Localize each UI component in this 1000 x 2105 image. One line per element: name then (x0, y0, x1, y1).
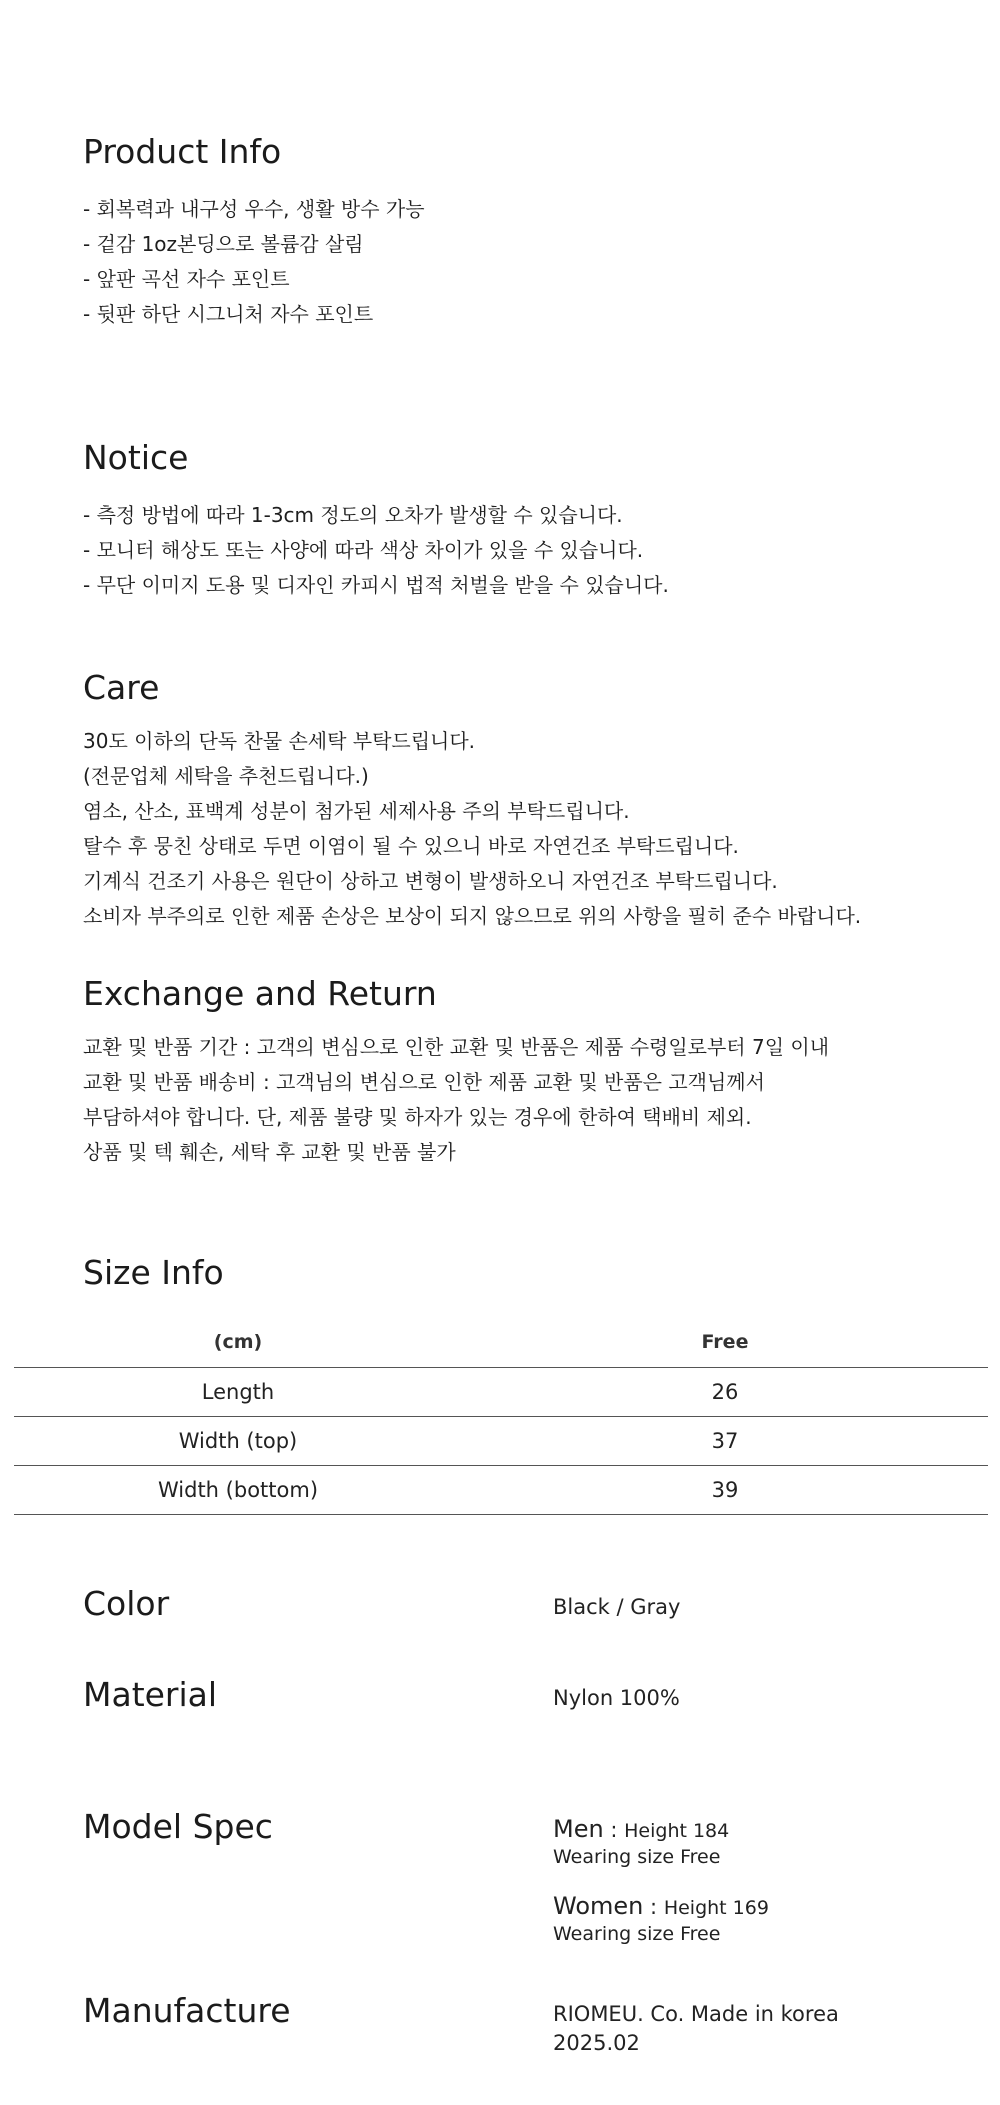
manufacture-line-2: 2025.02 (553, 2031, 640, 2055)
product-info-list (83, 192, 425, 332)
list-item: 30도 이하의 단독 찬물 손세탁 부탁드립니다. (83, 729, 476, 753)
exchange-list (83, 1030, 829, 1170)
list-item: 염소, 산소, 표백계 성분이 첨가된 세제사용 주의 부탁드립니다. (83, 799, 630, 823)
list-item: - 측정 방법에 따라 1-3cm 정도의 오차가 발생할 수 있습니다. (83, 503, 623, 527)
women-height: Height 169 (663, 1897, 769, 1919)
list-item: (전문업체 세탁을 추천드립니다.) (83, 764, 369, 788)
list-item: - 모니터 해상도 또는 사양에 따라 색상 차이가 있을 수 있습니다. (83, 538, 644, 562)
row-value: 39 (462, 1465, 988, 1514)
model-spec-label: Model Spec (83, 1807, 273, 1846)
manufacture-label: Manufacture (83, 1991, 291, 2030)
manufacture-value (553, 2000, 839, 2058)
material-label: Material (83, 1675, 218, 1714)
list-item: 교환 및 반품 기간 : 고객의 변심으로 인한 교환 및 반품은 제품 수령일로부터 7일 이내 (83, 1035, 830, 1059)
size-header: Free (462, 1318, 988, 1367)
manufacture-line-1: RIOMEU. Co. Made in korea (553, 2002, 839, 2026)
men-label: Men (553, 1815, 604, 1843)
model-spec-women: Women : Height 169 Wearing size Free (553, 1892, 769, 1945)
list-item: - 뒷판 하단 시그니처 자수 포인트 (83, 302, 374, 326)
row-value: 37 (462, 1416, 988, 1465)
size-table-header (14, 1318, 988, 1367)
list-item: 소비자 부주의로 인한 제품 손상은 보상이 되지 않으므로 위의 사항을 필히 준수 바랍니다. (83, 904, 862, 928)
list-item: - 겉감 1oz본딩으로 볼륨감 살림 (83, 232, 364, 256)
men-size: Wearing size Free (553, 1846, 721, 1868)
exchange-title: Exchange and Return (83, 974, 437, 1013)
model-spec-men: Men : Height 184 Wearing size Free (553, 1815, 730, 1868)
list-item: 교환 및 반품 배송비 : 고객님의 변심으로 인한 제품 교환 및 반품은 고객님께서 (83, 1070, 765, 1094)
women-size: Wearing size Free (553, 1923, 721, 1945)
row-label: Width (top) (14, 1416, 462, 1465)
row-label: Length (14, 1367, 462, 1416)
list-item: 탈수 후 뭉친 상태로 두면 이염이 될 수 있으니 바로 자연건조 부탁드립니다. (83, 834, 739, 858)
material-value: Nylon 100% (553, 1686, 680, 1710)
color-value: Black / Gray (553, 1595, 681, 1619)
list-item: 상품 및 텍 훼손, 세탁 후 교환 및 반품 불가 (83, 1140, 456, 1164)
care-list (83, 724, 861, 934)
size-table (14, 1318, 988, 1515)
list-item: - 회복력과 내구성 우수, 생활 방수 가능 (83, 197, 425, 221)
notice-title: Notice (83, 438, 189, 477)
notice-list (83, 498, 669, 603)
table-row (14, 1416, 988, 1465)
women-label: Women (553, 1892, 644, 1920)
row-value: 26 (462, 1367, 988, 1416)
row-label: Width (bottom) (14, 1465, 462, 1514)
size-info-title: Size Info (83, 1253, 224, 1292)
table-row (14, 1367, 988, 1416)
care-title: Care (83, 668, 160, 707)
product-info-title: Product Info (83, 132, 282, 171)
list-item: 부담하셔야 합니다. 단, 제품 불량 및 하자가 있는 경우에 한하여 택배비 제외. (83, 1105, 752, 1129)
color-label: Color (83, 1584, 170, 1623)
list-item: - 앞판 곡선 자수 포인트 (83, 267, 290, 291)
list-item: 기계식 건조기 사용은 원단이 상하고 변형이 발생하오니 자연건조 부탁드립니다. (83, 869, 778, 893)
men-height: Height 184 (624, 1820, 730, 1842)
list-item: - 무단 이미지 도용 및 디자인 카피시 법적 처벌을 받을 수 있습니다. (83, 573, 669, 597)
unit-header: (cm) (14, 1318, 462, 1367)
table-row (14, 1465, 988, 1514)
